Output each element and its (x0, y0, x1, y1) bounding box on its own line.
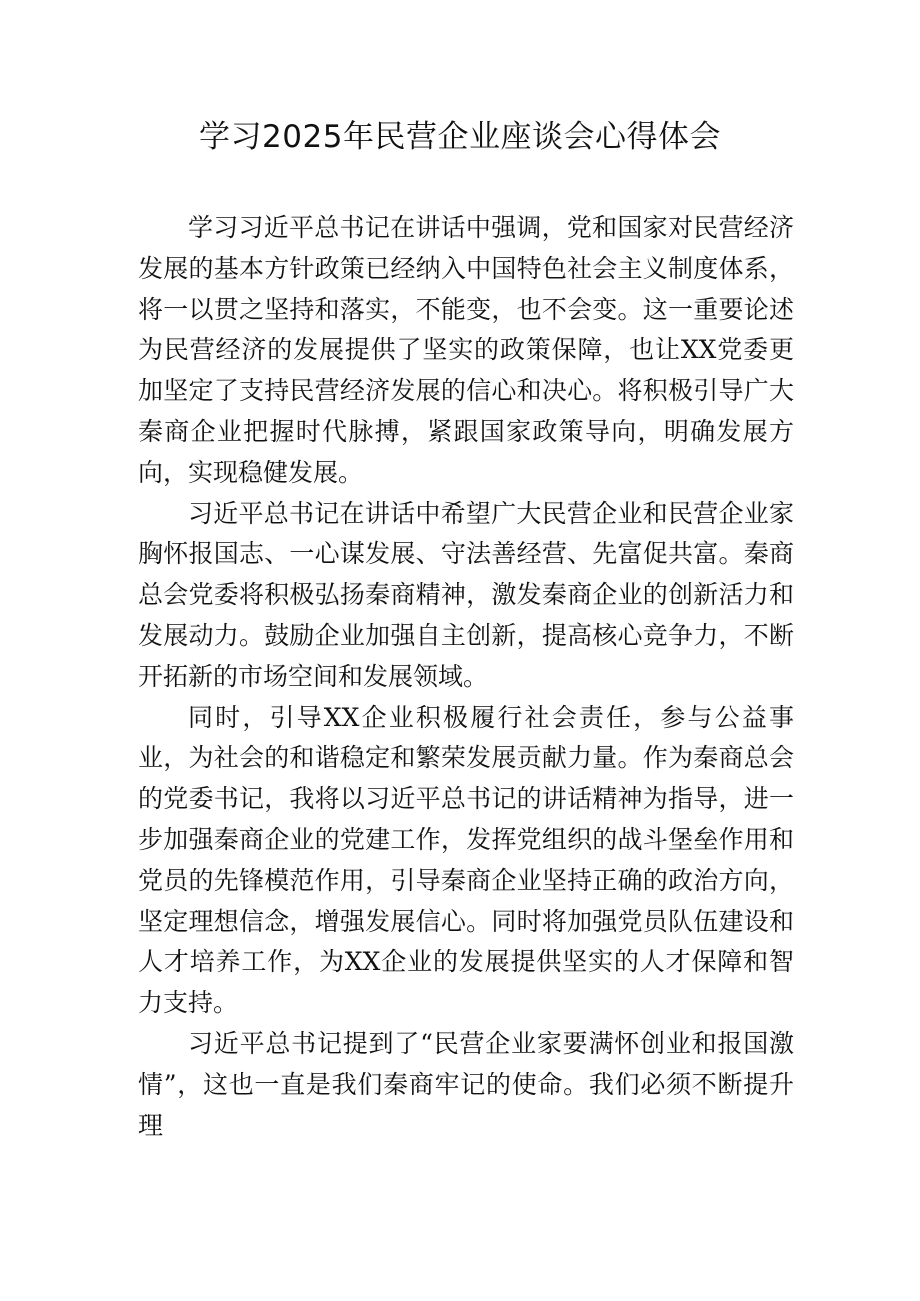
paragraph-4: 习近平总书记提到了“民营企业家要满怀创业和报国激情”，这也一直是我们秦商牢记的使命。我们必须不断提升理 (138, 1028, 794, 1140)
paragraph-1: 学习习近平总书记在讲话中强调，党和国家对民营经济发展的基本方针政策已经纳入中国特色社会主义制度体系，将一以贯之坚持和落实，不能变，也不会变。这一重要论述为民营经济的发展提供了坚实的政策保障，也让XX党委更加坚定了支持民营经济发展的信心和决心。将积极引导广大秦商企业把握时代脉搏，紧跟国家政策导向，明确发展方向，实现稳健发展。 (138, 213, 794, 487)
paragraph-2: 习近平总书记在讲话中希望广大民营企业和民营企业家胸怀报国志、一心谋发展、守法善经营、先富促共富。秦商总会党委将积极弘扬秦商精神，激发秦商企业的创新活力和发展动力。鼓励企业加强自主创新，提高核心竞争力，不断开拓新的市场空间和发展领域。 (138, 498, 794, 691)
paragraph-3: 同时，引导XX企业积极履行社会责任，参与公益事业，为社会的和谐稳定和繁荣发展贡献力量。作为秦商总会的党委书记，我将以习近平总书记的讲话精神为指导，进一步加强秦商企业的党建工作，发挥党组织的战斗堡垒作用和党员的先锋模范作用，引导秦商企业坚持正确的政治方向，坚定理想信念，增强发展信心。同时将加强党员队伍建设和人才培养工作，为XX企业的发展提供坚实的人才保障和智力支持。 (138, 702, 794, 1018)
document-title: 学习2025年民营企业座谈会心得体会 (199, 119, 721, 155)
document-body (138, 208, 794, 1146)
